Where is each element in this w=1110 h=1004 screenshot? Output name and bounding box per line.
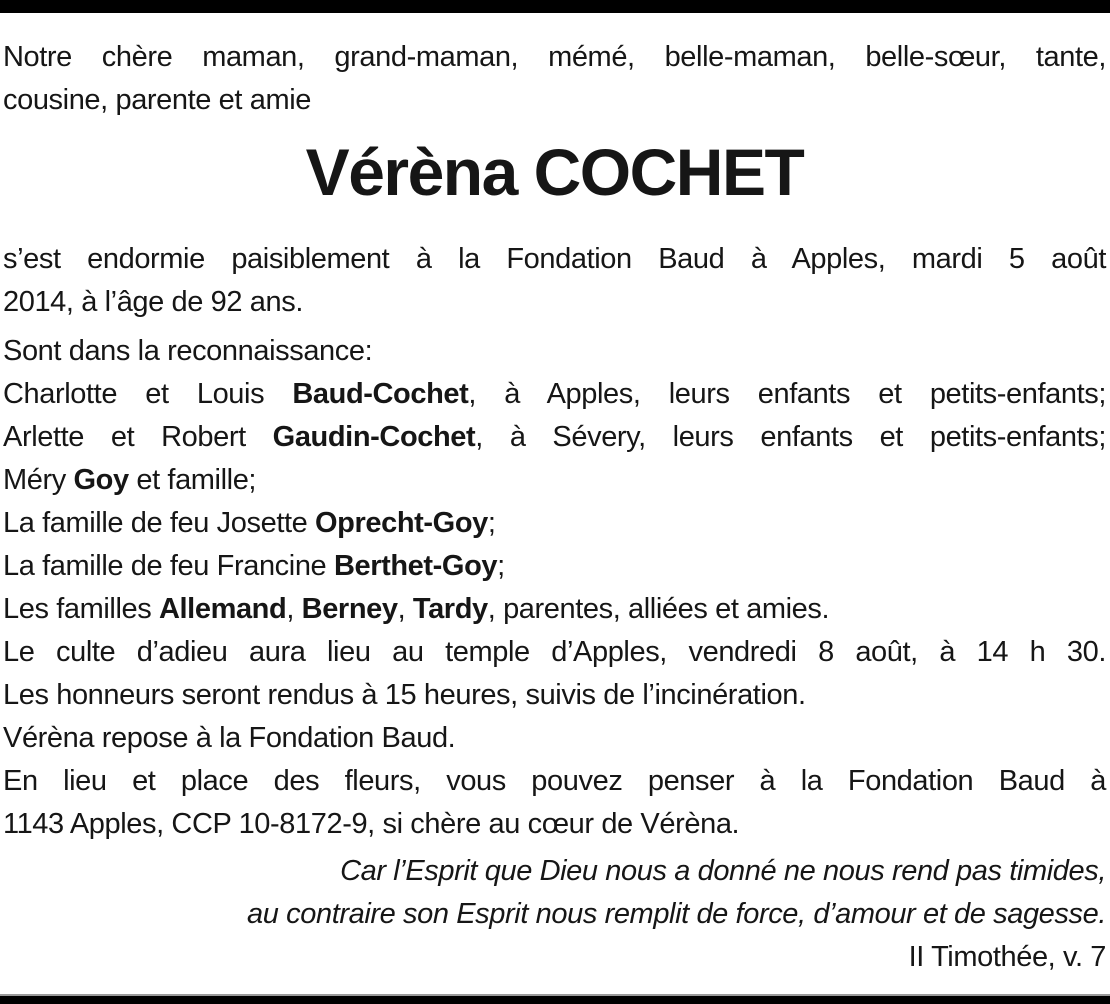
deceased-name-title: Vérèna COCHET xyxy=(305,135,804,209)
family-line-text: , xyxy=(397,593,413,625)
family-name-bold: Tardy xyxy=(412,593,488,625)
announcement-line-1: s’est endormie paisiblement à la Fondation Baud à Apples, mardi 5 août xyxy=(3,243,1106,275)
family-line-text: La famille de feu Francine xyxy=(3,550,334,582)
death-announcement-paragraph xyxy=(3,238,1106,324)
ceremony-line-fleurs: En lieu et place des fleurs, vous pouvez penser à la Fondation Baud à xyxy=(3,765,1106,797)
family-name-bold: Allemand xyxy=(158,593,287,625)
family-line-text: , à Apples, leurs enfants et petits-enfants; xyxy=(468,378,1106,410)
family-line-text: ; xyxy=(497,550,505,582)
ceremony-line-repose: Vérèna repose à la Fondation Baud. xyxy=(3,722,456,754)
family-line-goy xyxy=(3,459,1106,502)
ceremony-line-honneurs: Les honneurs seront rendus à 15 heures, suivis de l’incinération. xyxy=(3,679,806,711)
family-name-bold: Baud-Cochet xyxy=(292,378,469,410)
family-line-gaudin-cochet xyxy=(3,416,1106,459)
family-name-bold: Berthet-Goy xyxy=(333,550,498,582)
quote-line-1: Car l’Esprit que Dieu nous a donné ne nous rend pas timides, xyxy=(340,855,1106,887)
ceremony-line-culte: Le culte d’adieu aura lieu au temple d’Apples, vendredi 8 août, à 14 h 30. xyxy=(3,636,1106,668)
family-line-text: et famille; xyxy=(128,464,257,496)
intro-line-1: Notre chère maman, grand-maman, mémé, belle-maman, belle-sœur, tante, xyxy=(3,41,1106,73)
family-line-text: Charlotte et Louis xyxy=(3,378,293,410)
family-line-text: Méry xyxy=(3,464,74,496)
announcement-line-2: 2014, à l’âge de 92 ans. xyxy=(3,286,303,318)
bottom-rule xyxy=(0,994,1110,1004)
acknowledgement-heading: Sont dans la reconnaissance: xyxy=(3,335,373,367)
intro-paragraph xyxy=(3,36,1106,122)
ceremony-line-ccp: 1143 Apples, CCP 10-8172-9, si chère au cœur de Vérèna. xyxy=(3,808,740,840)
family-name-bold: Berney xyxy=(301,593,398,625)
quote-line-2: au contraire son Esprit nous remplit de force, d’amour et de sagesse. xyxy=(247,898,1106,930)
family-name-bold: Goy xyxy=(73,464,129,496)
intro-line-2: cousine, parente et amie xyxy=(3,84,311,116)
family-name-bold: Gaudin-Cochet xyxy=(272,421,476,453)
family-line-text: , à Sévery, leurs enfants et petits-enfants; xyxy=(475,421,1106,453)
family-acknowledgement-paragraph xyxy=(3,330,1106,631)
family-line-text: Arlette et Robert xyxy=(3,421,273,453)
top-rule xyxy=(0,0,1110,13)
scripture-quote xyxy=(3,850,1106,979)
family-line-text: , parentes, alliées et amies. xyxy=(487,593,830,625)
notice-content xyxy=(0,13,1110,994)
ceremony-details-paragraph xyxy=(3,631,1106,846)
family-line-berthet-goy xyxy=(3,545,1106,588)
quote-reference: II Timothée, v. 7 xyxy=(908,941,1106,973)
family-line-text: ; xyxy=(487,507,496,539)
family-line-baud-cochet xyxy=(3,373,1106,416)
family-line-text: Les familles xyxy=(3,593,159,625)
family-line-text: La famille de feu Josette xyxy=(3,507,316,539)
family-line-familles xyxy=(3,588,1106,631)
family-line-oprecht-goy xyxy=(3,502,1106,545)
family-line-text: , xyxy=(286,593,302,625)
family-name-bold: Oprecht-Goy xyxy=(315,507,488,539)
